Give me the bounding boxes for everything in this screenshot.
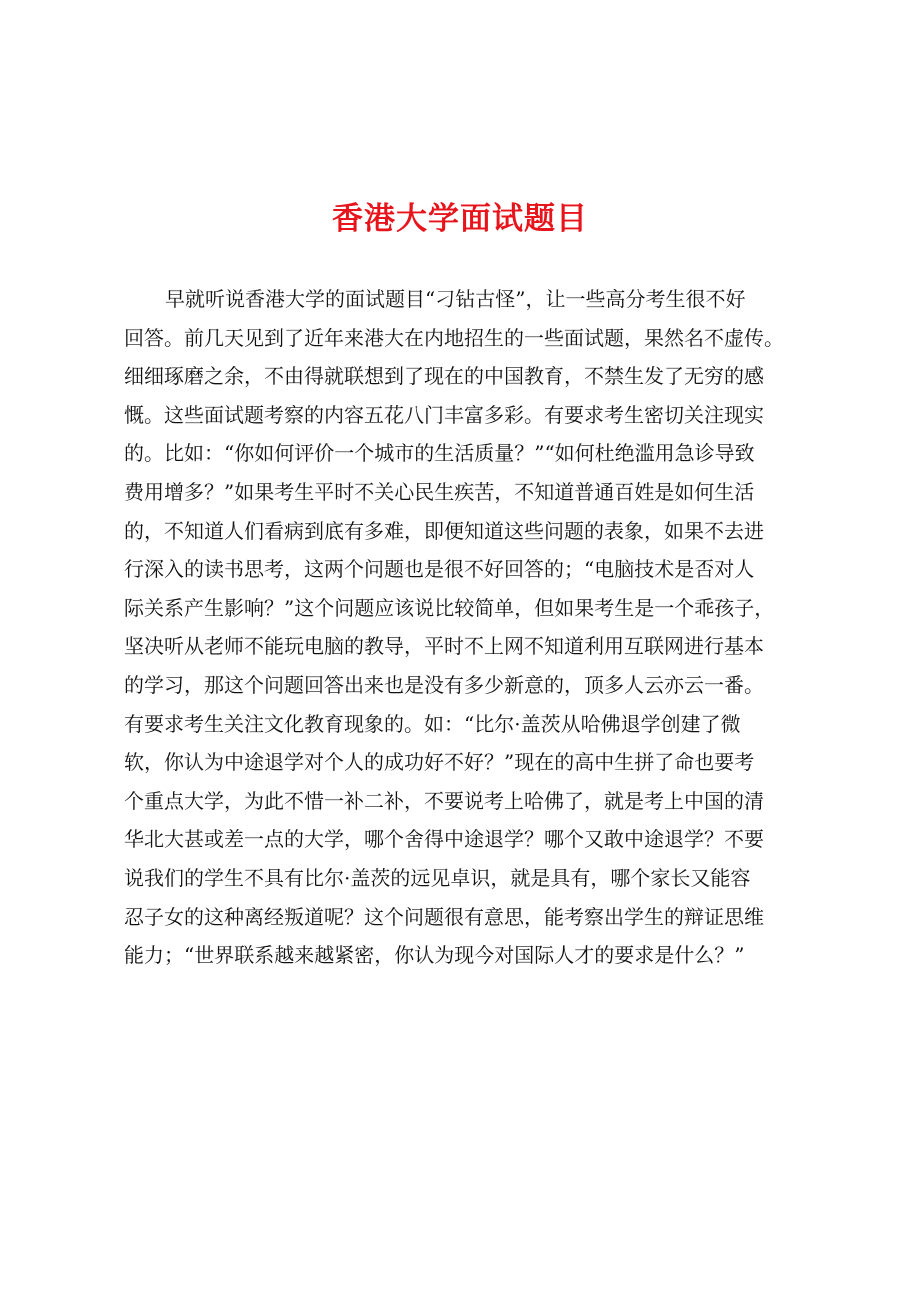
paragraph-line: 的学习，那这个问题回答出来也是没有多少新意的，顶多人云亦云一番。: [124, 672, 764, 697]
paragraph-line: 个重点大学，为此不惜一补二补，不要说考上哈佛了，就是考上中国的清: [124, 788, 764, 813]
paragraph-line: 回答。前几天见到了近年来港大在内地招生的一些面试题，果然名不虚传。: [124, 325, 784, 350]
paragraph-line: 能力；“世界联系越来越紧密，你认为现今对国际人才的要求是什么？”: [124, 943, 745, 968]
paragraph-line: 坚决听从老师不能玩电脑的教导，平时不上网不知道利用互联网进行基本: [124, 634, 764, 659]
paragraph-line: 说我们的学生不具有比尔·盖茨的远见卓识，就是具有，哪个家长又能容: [124, 865, 751, 890]
paragraph-line: 际关系产生影响？”这个问题应该说比较简单，但如果考生是一个乖孩子，: [124, 595, 775, 620]
paragraph-line: 有要求考生关注文化教育现象的。如：“比尔·盖茨从哈佛退学创建了微: [124, 711, 741, 736]
paragraph-line: 早就听说香港大学的面试题目“刁钻古怪”，让一些高分考生很不好: [165, 287, 746, 311]
document-title: 香港大学面试题目: [332, 201, 588, 237]
paragraph-line: 华北大甚或差一点的大学，哪个舍得中途退学？哪个又敢中途退学？不要: [124, 827, 764, 852]
paragraph-line: 细细琢磨之余，不由得就联想到了现在的中国教育，不禁生发了无穷的感: [124, 364, 764, 389]
paragraph-line: 的，不知道人们看病到底有多难，即便知道这些问题的表象，如果不去进: [124, 518, 764, 543]
paragraph-line: 行深入的读书思考，这两个问题也是很不好回答的；“电脑技术是否对人: [124, 557, 755, 582]
document-body: [124, 280, 824, 975]
paragraph-line: 慨。这些面试题考察的内容五花八门丰富多彩。有要求考生密切关注现实: [124, 402, 764, 427]
paragraph-line: 忍子女的这种离经叛道呢？这个问题很有意思，能考察出学生的辩证思维: [124, 904, 764, 929]
paragraph-line: 软，你认为中途退学对个人的成功好不好？”现在的高中生拼了命也要考: [124, 750, 755, 775]
paragraph-line: 的。比如：“你如何评价一个城市的生活质量？”“如何杜绝滥用急诊导致: [124, 441, 755, 466]
paragraph-line: 费用增多？”如果考生平时不关心民生疾苦，不知道普通百姓是如何生活: [124, 479, 755, 504]
